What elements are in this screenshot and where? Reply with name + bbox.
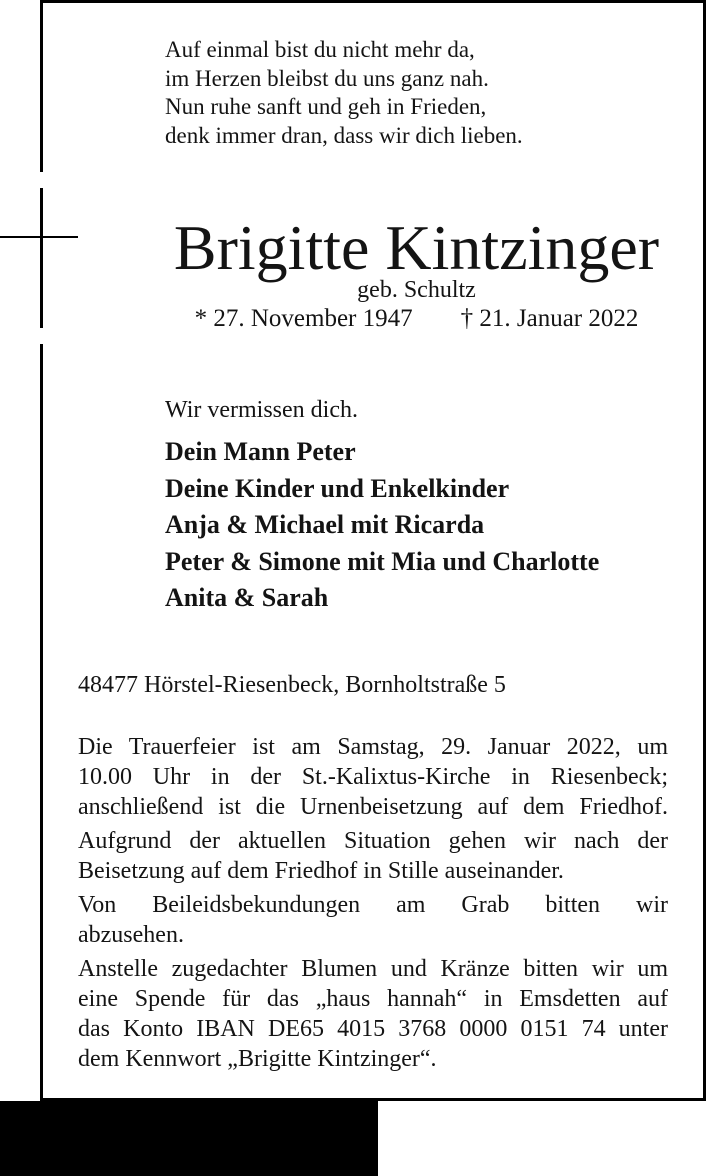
cross-icon [0, 236, 78, 238]
poem-line: Auf einmal bist du nicht mehr da, [165, 37, 475, 62]
left-border-segment-bottom [40, 344, 43, 1101]
poem [165, 36, 668, 150]
paragraph-line: anschließend ist die Urnenbeisetzung auf dem Friedhof. [78, 794, 668, 820]
farewell-line: Wir vermissen dich. [165, 397, 358, 423]
poem-line: Nun ruhe sanft und geh in Frieden, [165, 94, 487, 119]
left-border-segment-middle [40, 188, 43, 328]
left-border-segment-top [40, 0, 43, 172]
mourners-list [165, 434, 599, 617]
mourner-line: Dein Mann Peter [165, 437, 356, 466]
paragraph-line: dem Kennwort „Brigitte Kintzinger“. [78, 1046, 437, 1072]
paragraph-line: Beisetzung auf dem Friedhof in Stille auseinander. [78, 858, 564, 884]
paragraph-line: Die Trauerfeier ist am Samstag, 29. Januar 2022, um [78, 734, 668, 760]
mourner-line: Anja & Michael mit Ricarda [165, 510, 485, 539]
paragraph-condolences [78, 890, 668, 950]
mourner-line: Deine Kinder und Enkelkinder [165, 473, 510, 503]
poem-line: im Herzen bleibst du uns ganz nah. [165, 65, 489, 91]
death-date: † 21. Januar 2022 [460, 305, 639, 332]
paragraph-line: Von Beileidsbekundungen am Grab bitten wir [78, 892, 668, 918]
paragraph-line: eine Spende für das „haus hannah“ in Emsdetten auf [78, 986, 668, 1012]
poem-line: denk immer dran, dass wir dich lieben. [165, 122, 523, 148]
redaction-block [0, 1101, 378, 1176]
life-dates [165, 306, 668, 331]
paragraph-line: Aufgrund der aktuellen Situation gehen wir nach der [78, 828, 668, 854]
mourner-line: Anita & Sarah [165, 583, 329, 612]
paragraph-line: 10.00 Uhr in der St.-Kalixtus-Kirche in Riesenbeck; [78, 764, 668, 790]
funeral-details [78, 732, 668, 1078]
deceased-name: Brigitte Kintzinger [173, 212, 660, 283]
paragraph-funeral-service [78, 732, 668, 822]
paragraph-line: Anstelle zugedachter Blumen und Kränze bitten wir um [78, 956, 668, 982]
mourner-line: Peter & Simone mit Mia und Charlotte [165, 546, 600, 576]
paragraph-line: das Konto IBAN DE65 4015 3768 0000 0151 74 unter [78, 1016, 668, 1042]
maiden-name: geb. Schultz [357, 277, 476, 303]
paragraph-situation [78, 826, 668, 886]
address-line: 48477 Hörstel-Riesenbeck, Bornholtstraße 5 [78, 672, 506, 698]
paragraph-line: abzusehen. [78, 922, 184, 948]
paragraph-donations [78, 954, 668, 1074]
birth-date: * 27. November 1947 [194, 305, 413, 332]
